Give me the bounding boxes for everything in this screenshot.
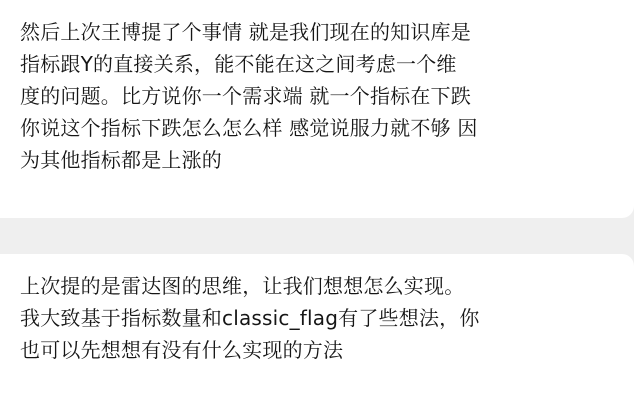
message-text-1 <box>20 0 614 176</box>
message-text-2 <box>20 254 614 366</box>
message-2-line-1: 上次提的是雷达图的思维，让我们想想怎么实现。 <box>20 274 465 298</box>
message-bubble-2[interactable] <box>0 254 634 402</box>
message-2-line-2: 我大致基于指标数量和classic_flag有了些想法，你 <box>20 306 480 330</box>
message-2-line-3: 也可以先想想有没有什么实现的方法 <box>20 338 344 362</box>
message-1-line-1: 然后上次王博提了个事情 就是我们现在的知识库是 <box>20 20 471 44</box>
message-1-line-4: 你说这个指标下跌怎么怎么样 感觉说服力就不够 因 <box>20 116 478 140</box>
message-1-line-2: 指标跟Y的直接关系，能不能在这之间考虑一个维 <box>20 52 457 76</box>
message-1-line-5: 为其他指标都是上涨的 <box>20 148 222 172</box>
message-1-line-3: 度的问题。比方说你一个需求端 就一个指标在下跌 <box>20 84 471 108</box>
